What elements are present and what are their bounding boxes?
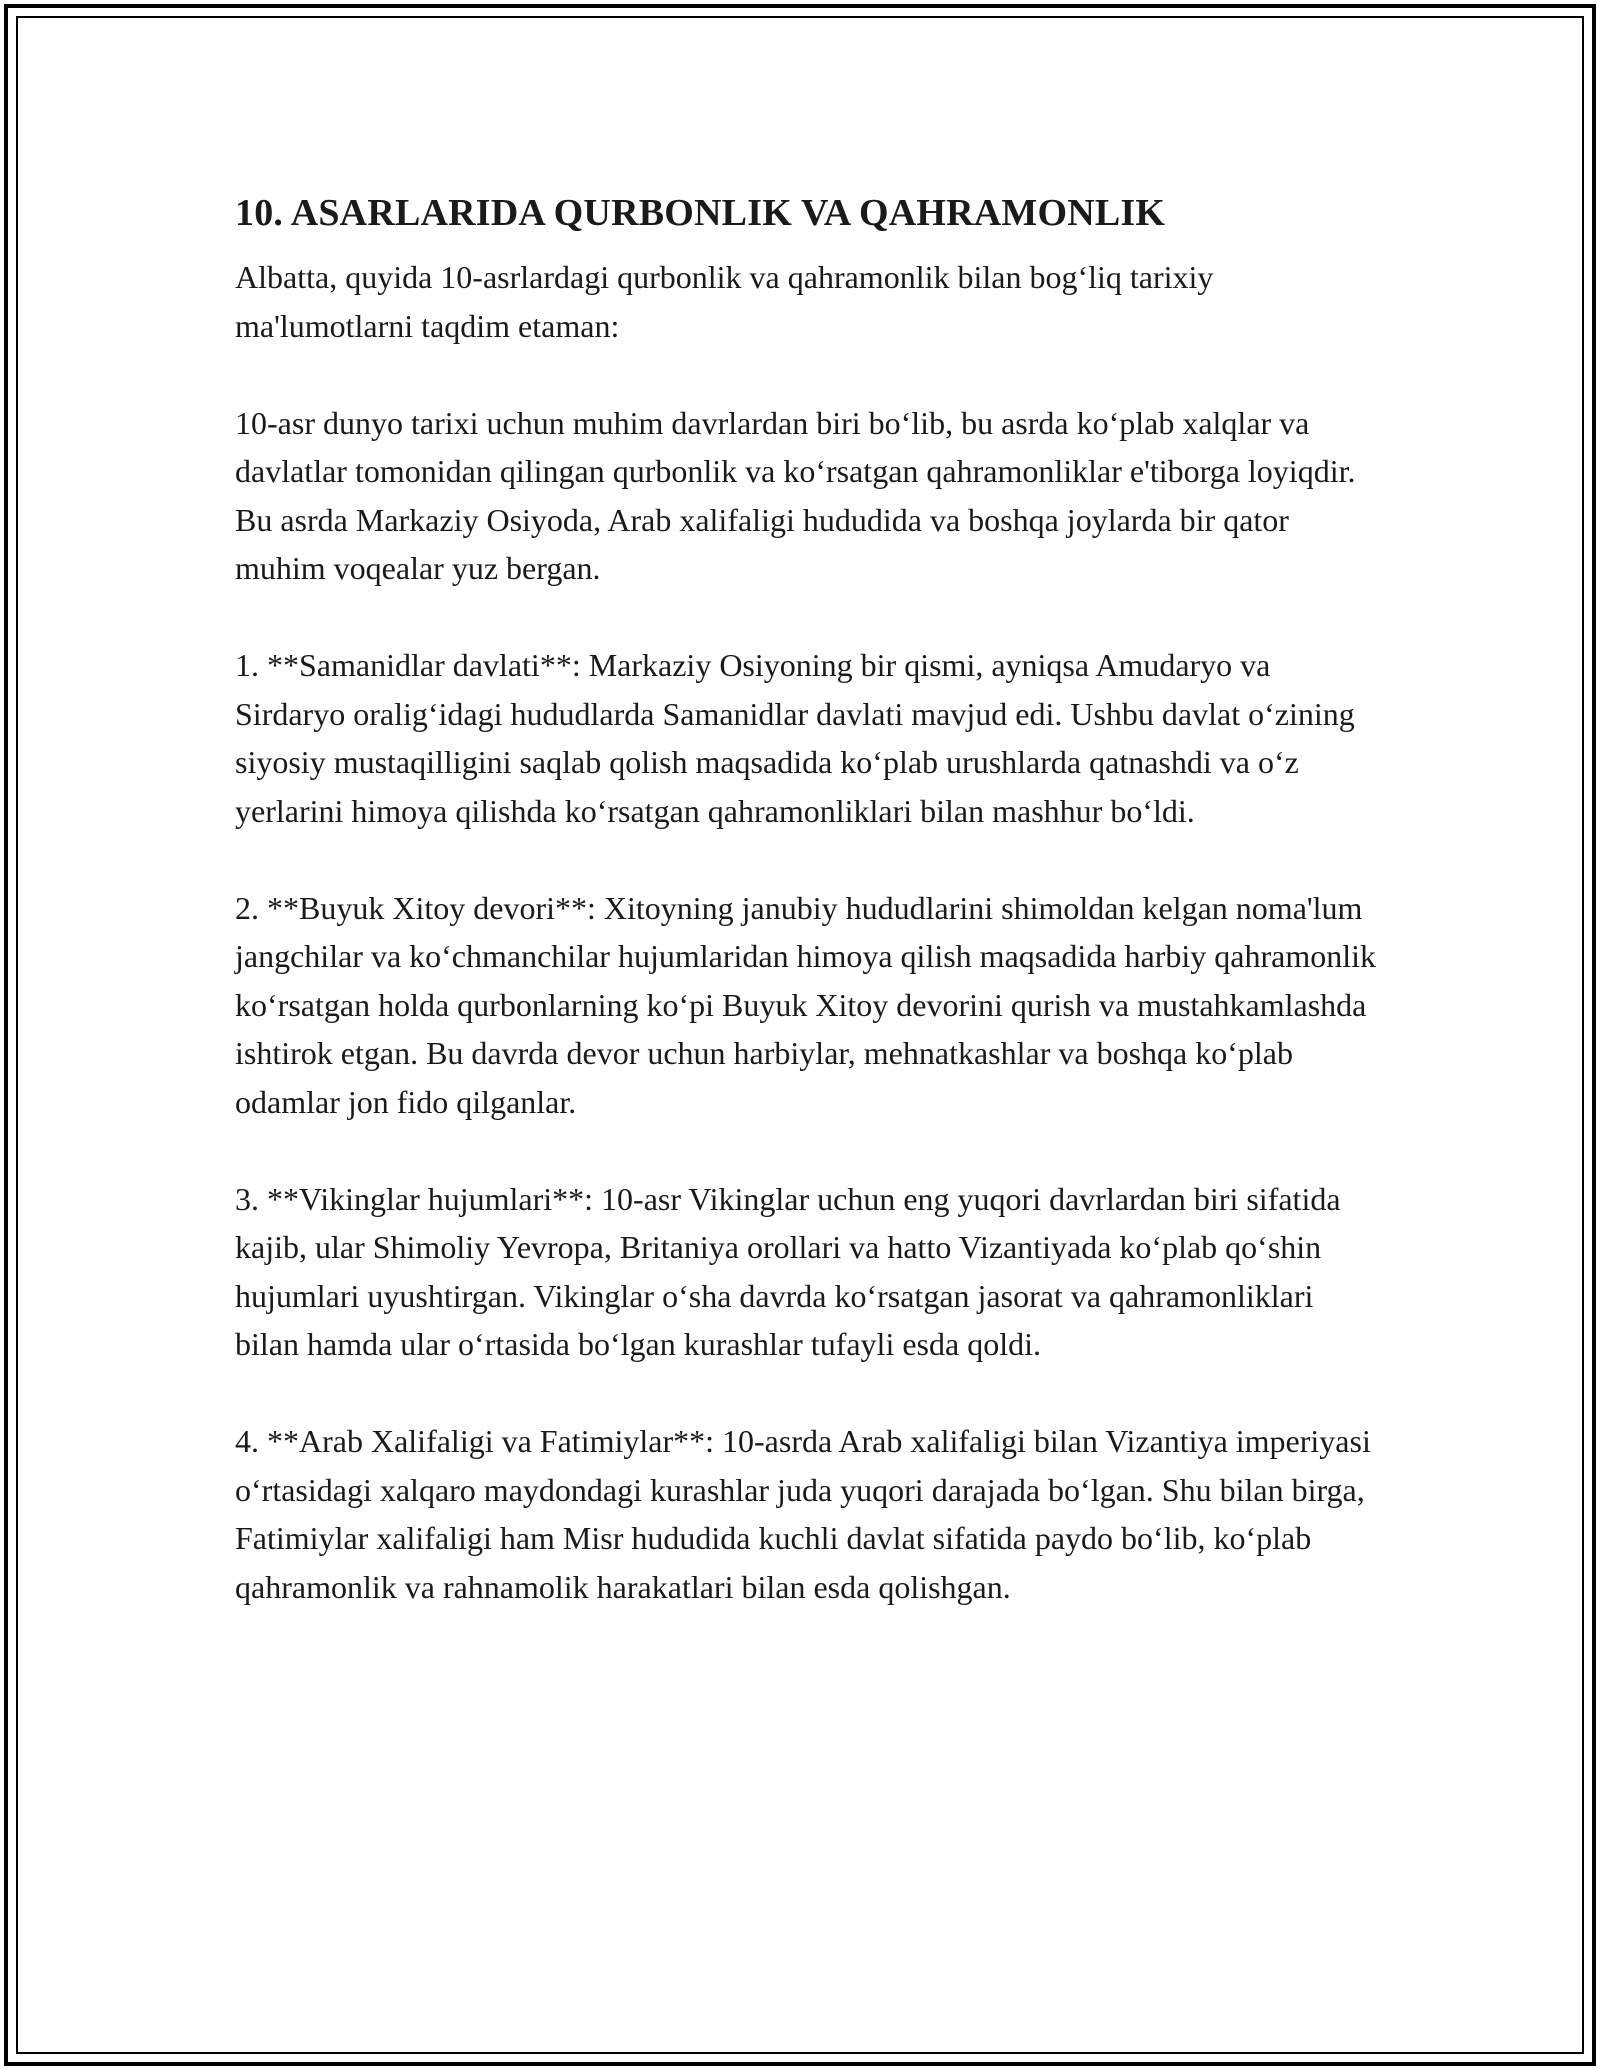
overview-paragraph: 10-asr dunyo tarixi uchun muhim davrlardan biri bo‘lib, bu asrda ko‘plab xalqlar va davlatlar tomonidan qilingan qurbonlik va ko‘rsatgan qahramonliklar e'tiborga loyiqdir. Bu asrda Markaziy Osiyoda, Arab xalifaligi hududida va boshqa joylarda bir qator muhim voqealar yuz bergan. bbox=[235, 404, 1356, 586]
point-vikings-paragraph: 3. **Vikinglar hujumlari**: 10-asr Vikinglar uchun eng yuqori davrlardan biri sifatida kajib, ular Shimoliy Yevropa, Britaniya orollari va hatto Vizantiyada ko‘plab qo‘shin hujumlari uyushtirgan. Vikinglar o‘sha davrda ko‘rsatgan jasorat va qahramonliklari bilan hamda ular o‘rtasida bo‘lgan kurashlar tufayli esda qoldi. bbox=[235, 1180, 1341, 1362]
intro-paragraph: Albatta, quyida 10-asrlardagi qurbonlik va qahramonlik bilan bog‘liq tarixiy ma'lumotlarni taqdim etaman: bbox=[235, 259, 1214, 344]
point-samanids-paragraph: 1. **Samanidlar davlati**: Markaziy Osiyoning bir qismi, ayniqsa Amudaryo va Sirdaryo oralig‘idagi hududlarda Samanidlar davlati mavjud edi. Ushbu davlat o‘zining siyosiy mustaqilligini saqlab qolish maqsadida ko‘plab urushlarda qatnashdi va o‘z yerlarini himoya qilishda ko‘rsatgan qahramonliklari bilan mashhur bo‘ldi. bbox=[235, 647, 1355, 829]
document-body bbox=[235, 185, 1385, 1660]
document-title: 10. ASARLARIDA QURBONLIK VA QAHRAMONLIK bbox=[235, 192, 1166, 234]
point-great-wall-paragraph: 2. **Buyuk Xitoy devori**: Xitoyning janubiy hududlarini shimoldan kelgan noma'lum jangchilar va ko‘chmanchilar hujumlaridan himoya qilish maqsadida harbiy qahramonlik ko‘rsatgan holda qurbonlarning ko‘pi Buyuk Xitoy devorini qurish va mustahkamlashda ishtirok etgan. Bu davrda devor uchun harbiylar, mehnatkashlar va boshqa ko‘plab odamlar jon fido qilganlar. bbox=[235, 889, 1376, 1120]
point-caliphate-paragraph: 4. **Arab Xalifaligi va Fatimiylar**: 10-asrda Arab xalifaligi bilan Vizantiya imperiyasi o‘rtasidagi xalqaro maydondagi kurashlar juda yuqori darajada bo‘lgan. Shu bilan birga, Fatimiylar xalifaligi ham Misr hududida kuchli davlat sifatida paydo bo‘lib, ko‘plab qahramonlik va rahnamolik harakatlari bilan esda qolishgan. bbox=[235, 1423, 1371, 1605]
